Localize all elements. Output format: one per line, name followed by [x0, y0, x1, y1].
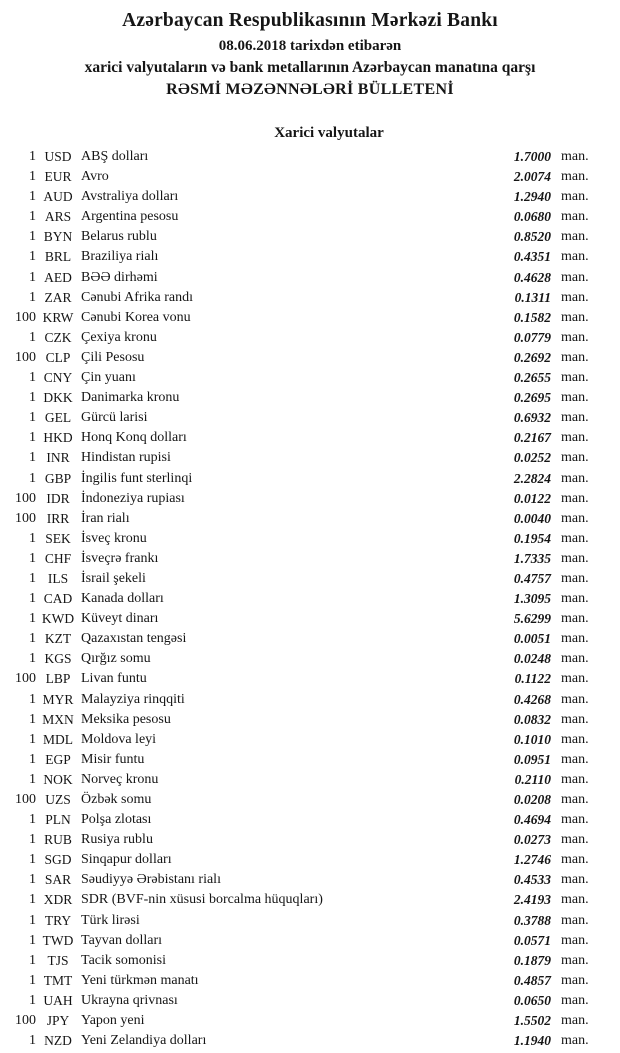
unit-label: man.: [561, 611, 589, 627]
currency-code: GBP: [44, 470, 72, 486]
quantity: 1: [29, 209, 36, 225]
rate-row: [0, 469, 620, 489]
currency-name: Küveyt dinarı: [81, 611, 159, 627]
quantity: 1: [29, 269, 36, 285]
currency-code: TMT: [43, 972, 73, 988]
currency-code: TWD: [42, 932, 74, 948]
currency-name: Sinqapur dolları: [81, 852, 172, 868]
unit-label: man.: [561, 771, 589, 787]
rate-value: 0.1954: [513, 530, 551, 546]
quantity: 1: [29, 530, 36, 546]
currency-code: ZAR: [44, 289, 72, 305]
quantity: 1: [29, 570, 36, 586]
rate-row: [0, 830, 620, 850]
unit-label: man.: [561, 992, 589, 1008]
rate-value: 2.2824: [513, 470, 551, 486]
rate-row: [0, 388, 620, 408]
rate-value: 0.1311: [514, 289, 551, 305]
currency-name: Qırğız somu: [81, 651, 151, 667]
unit-label: man.: [561, 972, 589, 988]
unit-label: man.: [561, 149, 589, 164]
currency-code: MXN: [42, 711, 74, 727]
unit-label: man.: [561, 591, 589, 607]
currency-code: AUD: [43, 189, 73, 205]
currency-name: Braziliya rialı: [81, 249, 159, 265]
currency-code: EUR: [44, 169, 72, 185]
rate-value: 0.4694: [513, 812, 551, 828]
rate-row: [0, 649, 620, 669]
rate-value: 1.5502: [513, 1013, 551, 1029]
unit-label: man.: [561, 530, 589, 546]
rate-row: [0, 1031, 620, 1051]
currency-name: SDR (BVF-nin xüsusi borcalma hüquqları): [81, 892, 323, 908]
bulletin-subtitle: xarici valyutaların və bank metallarının Azərbaycan manatına qarşı: [84, 59, 536, 76]
rate-value: 0.4351: [513, 249, 551, 265]
unit-label: man.: [561, 189, 589, 205]
rate-value: 0.1582: [513, 309, 551, 325]
rate-row: [0, 931, 620, 951]
rate-row: [0, 207, 620, 227]
rate-value: 0.0051: [513, 631, 551, 647]
rate-value: 1.7335: [513, 550, 551, 566]
rate-row: [0, 368, 620, 388]
currency-code: AED: [44, 269, 72, 285]
quantity: 1: [29, 731, 36, 747]
currency-code: CLP: [45, 349, 71, 365]
unit-label: man.: [561, 550, 589, 566]
currency-code: SAR: [44, 872, 72, 888]
currency-name: İndoneziya rupiası: [81, 490, 185, 506]
rate-value: 0.0122: [513, 490, 551, 506]
currency-name: Özbək somu: [81, 792, 152, 807]
currency-name: Meksika pesosu: [81, 711, 171, 727]
quantity: 1: [29, 470, 36, 486]
currency-code: SGD: [44, 852, 72, 868]
quantity: 1: [29, 832, 36, 848]
rate-value: 0.0273: [513, 832, 551, 848]
rates-table: [0, 147, 620, 1051]
section-title-foreign-currencies: Xarici valyutalar: [274, 125, 384, 141]
unit-label: man.: [561, 309, 589, 325]
rate-row: [0, 448, 620, 468]
rate-value: 0.2110: [514, 771, 551, 787]
unit-label: man.: [561, 711, 589, 727]
rate-row: [0, 629, 620, 649]
currency-name: Yeni türkmən manatı: [81, 972, 199, 988]
currency-name: Yeni Zelandiya dolları: [81, 1033, 207, 1049]
rate-row: [0, 991, 620, 1011]
effective-date: 08.06.2018 tarixdən etibarən: [218, 38, 402, 54]
currency-code: ARS: [44, 209, 72, 225]
unit-label: man.: [561, 691, 589, 707]
rate-value: 0.1010: [513, 731, 551, 747]
rate-value: 0.1122: [514, 671, 551, 687]
quantity: 1: [29, 189, 36, 205]
rate-value: 1.2940: [513, 189, 551, 205]
currency-name: Hindistan rupisi: [81, 450, 171, 466]
currency-code: TRY: [44, 912, 72, 928]
currency-name: Gürcü larisi: [81, 410, 148, 426]
rate-row: [0, 730, 620, 750]
currency-name: Norveç kronu: [81, 771, 159, 787]
currency-code: SEK: [45, 530, 71, 546]
rate-value: 5.6299: [513, 611, 551, 627]
currency-code: EGP: [45, 751, 71, 767]
quantity: 1: [29, 410, 36, 426]
unit-label: man.: [561, 832, 589, 848]
rate-value: 0.0208: [513, 792, 551, 807]
rate-row: [0, 167, 620, 187]
rate-row: [0, 770, 620, 790]
currency-name: Danimarka kronu: [81, 390, 180, 406]
quantity: 100: [15, 510, 36, 526]
rate-row: [0, 549, 620, 569]
quantity: 1: [29, 972, 36, 988]
rate-row: [0, 509, 620, 529]
currency-code: CHF: [44, 550, 72, 566]
unit-label: man.: [561, 450, 589, 466]
unit-label: man.: [561, 812, 589, 828]
rate-row: [0, 690, 620, 710]
rate-row: [0, 529, 620, 549]
quantity: 100: [15, 490, 36, 506]
unit-label: man.: [561, 269, 589, 285]
quantity: 1: [29, 611, 36, 627]
rate-row: [0, 750, 620, 770]
bank-name: Azərbaycan Respublikasının Mərkəzi Bankı: [122, 10, 498, 31]
currency-code: IRR: [46, 510, 70, 526]
currency-name: Livan funtu: [81, 671, 147, 687]
currency-name: Ukrayna qrivnası: [81, 992, 178, 1008]
quantity: 1: [29, 992, 36, 1008]
currency-code: XDR: [43, 892, 73, 908]
rate-row: [0, 790, 620, 810]
currency-name: Səudiyyə Ərəbistanı rialı: [81, 872, 221, 888]
quantity: 100: [15, 671, 36, 687]
currency-code: TJS: [47, 952, 69, 968]
currency-code: RUB: [44, 832, 72, 848]
bulletin-title: RƏSMİ MƏZƏNNƏLƏRİ BÜLLETENİ: [166, 81, 454, 98]
quantity: 100: [15, 349, 36, 365]
unit-label: man.: [561, 169, 589, 185]
currency-code: UAH: [43, 992, 73, 1008]
rate-row: [0, 288, 620, 308]
quantity: 100: [15, 1013, 36, 1029]
currency-name: Yapon yeni: [81, 1013, 145, 1029]
unit-label: man.: [561, 510, 589, 526]
rate-value: 0.2655: [513, 370, 551, 386]
unit-label: man.: [561, 329, 589, 345]
quantity: 1: [29, 1033, 36, 1049]
quantity: 1: [29, 329, 36, 345]
unit-label: man.: [561, 470, 589, 486]
rate-value: 0.4628: [513, 269, 551, 285]
currency-name: İran rialı: [81, 510, 130, 526]
rate-row: [0, 187, 620, 207]
currency-name: Tacik somonisi: [81, 952, 166, 968]
unit-label: man.: [561, 229, 589, 245]
currency-name: İsrail şekeli: [81, 570, 146, 586]
rate-value: 0.0248: [513, 651, 551, 667]
rate-value: 0.0680: [513, 209, 551, 225]
currency-code: UZS: [45, 792, 71, 807]
rate-row: [0, 971, 620, 991]
rate-row: [0, 810, 620, 830]
unit-label: man.: [561, 209, 589, 225]
currency-code: BRL: [44, 249, 72, 265]
quantity: 1: [29, 390, 36, 406]
currency-code: DKK: [43, 390, 73, 406]
rate-row: [0, 247, 620, 267]
rate-value: 0.4857: [513, 972, 551, 988]
unit-label: man.: [561, 751, 589, 767]
quantity: 1: [29, 912, 36, 928]
quantity: 1: [29, 430, 36, 446]
currency-name: Rusiya rublu: [81, 832, 153, 848]
rate-row: [0, 1011, 620, 1031]
rate-row: [0, 850, 620, 870]
unit-label: man.: [561, 731, 589, 747]
currency-name: Moldova leyi: [81, 731, 157, 747]
currency-name: Cənubi Afrika randı: [81, 289, 193, 305]
quantity: 100: [15, 309, 36, 325]
rate-value: 1.2746: [513, 852, 551, 868]
currency-name: Avstraliya dolları: [81, 189, 179, 205]
rate-row: [0, 348, 620, 368]
rate-row: [0, 328, 620, 348]
unit-label: man.: [561, 390, 589, 406]
rate-value: 0.2167: [513, 430, 551, 446]
quantity: 1: [29, 149, 36, 164]
rate-row: [0, 308, 620, 328]
rate-row: [0, 147, 620, 167]
currency-code: BYN: [43, 229, 73, 245]
quantity: 1: [29, 872, 36, 888]
rate-value: 0.0252: [513, 450, 551, 466]
unit-label: man.: [561, 631, 589, 647]
rate-value: 2.4193: [513, 892, 551, 908]
currency-name: Tayvan dolları: [81, 932, 163, 948]
rate-row: [0, 911, 620, 931]
currency-name: Polşa zlotası: [81, 812, 152, 828]
currency-name: Çexiya kronu: [81, 329, 157, 345]
rate-row: [0, 408, 620, 428]
currency-name: Qazaxıstan tengəsi: [81, 631, 187, 647]
currency-code: CAD: [43, 591, 73, 607]
rate-value: 0.0040: [513, 510, 551, 526]
rate-value: 0.6932: [513, 410, 551, 426]
quantity: 1: [29, 631, 36, 647]
currency-code: KZT: [44, 631, 72, 647]
currency-code: USD: [44, 149, 72, 164]
unit-label: man.: [561, 1033, 589, 1049]
currency-name: Belarus rublu: [81, 229, 157, 245]
quantity: 1: [29, 812, 36, 828]
currency-name: Türk lirəsi: [81, 912, 140, 928]
rate-row: [0, 870, 620, 890]
quantity: 1: [29, 651, 36, 667]
quantity: 1: [29, 852, 36, 868]
currency-code: NOK: [43, 771, 73, 787]
currency-code: PLN: [45, 812, 71, 828]
currency-name: Avro: [81, 169, 109, 185]
quantity: 1: [29, 751, 36, 767]
unit-label: man.: [561, 570, 589, 586]
rate-row: [0, 428, 620, 448]
currency-name: Cənubi Korea vonu: [81, 309, 191, 325]
unit-label: man.: [561, 490, 589, 506]
quantity: 1: [29, 711, 36, 727]
rate-value: 0.4268: [513, 691, 551, 707]
currency-code: MDL: [43, 731, 73, 747]
unit-label: man.: [561, 430, 589, 446]
rate-value: 0.0951: [513, 751, 551, 767]
currency-code: IDR: [46, 490, 70, 506]
rate-value: 0.0832: [513, 711, 551, 727]
unit-label: man.: [561, 1013, 589, 1029]
rate-row: [0, 268, 620, 288]
currency-code: GEL: [44, 410, 72, 426]
quantity: 1: [29, 892, 36, 908]
rate-value: 0.2692: [513, 349, 551, 365]
rate-value: 1.3095: [513, 591, 551, 607]
currency-code: CNY: [43, 370, 73, 386]
quantity: 1: [29, 450, 36, 466]
quantity: 1: [29, 169, 36, 185]
currency-name: BƏƏ dirhəmi: [81, 269, 158, 285]
unit-label: man.: [561, 892, 589, 908]
unit-label: man.: [561, 932, 589, 948]
unit-label: man.: [561, 370, 589, 386]
currency-code: KWD: [41, 611, 75, 627]
rate-row: [0, 489, 620, 509]
currency-name: Honq Konq dolları: [81, 430, 187, 446]
quantity: 1: [29, 691, 36, 707]
rate-row: [0, 669, 620, 689]
currency-name: ABŞ dolları: [81, 149, 149, 164]
quantity: 100: [15, 792, 36, 807]
quantity: 1: [29, 771, 36, 787]
currency-name: Çin yuanı: [81, 370, 136, 386]
unit-label: man.: [561, 872, 589, 888]
currency-name: Çili Pesosu: [81, 349, 145, 365]
rate-value: 1.7000: [513, 149, 551, 164]
unit-label: man.: [561, 249, 589, 265]
currency-name: İsveç kronu: [81, 530, 147, 546]
currency-code: ILS: [47, 570, 69, 586]
quantity: 1: [29, 952, 36, 968]
rate-row: [0, 589, 620, 609]
currency-code: NZD: [44, 1033, 72, 1049]
currency-code: KRW: [42, 309, 74, 325]
currency-name: İsveçrə frankı: [81, 550, 159, 566]
currency-name: Misir funtu: [81, 751, 145, 767]
quantity: 1: [29, 229, 36, 245]
rate-value: 0.4757: [513, 570, 551, 586]
rate-value: 0.4533: [513, 872, 551, 888]
currency-code: LBP: [45, 671, 71, 687]
unit-label: man.: [561, 410, 589, 426]
quantity: 1: [29, 591, 36, 607]
currency-name: İngilis funt sterlinqi: [81, 470, 193, 486]
unit-label: man.: [561, 349, 589, 365]
unit-label: man.: [561, 651, 589, 667]
bulletin-header: [0, 8, 620, 100]
currency-name: Argentina pesosu: [81, 209, 179, 225]
rate-row: [0, 890, 620, 910]
rate-row: [0, 710, 620, 730]
quantity: 1: [29, 249, 36, 265]
unit-label: man.: [561, 671, 589, 687]
rate-row: [0, 609, 620, 629]
currency-name: Malayziya rinqqiti: [81, 691, 185, 707]
rate-value: 0.3788: [513, 912, 551, 928]
unit-label: man.: [561, 792, 589, 807]
currency-code: HKD: [43, 430, 73, 446]
rate-value: 0.1879: [513, 952, 551, 968]
rate-row: [0, 951, 620, 971]
quantity: 1: [29, 370, 36, 386]
quantity: 1: [29, 550, 36, 566]
currency-name: Kanada dolları: [81, 591, 164, 607]
currency-code: CZK: [44, 329, 72, 345]
rate-row: [0, 569, 620, 589]
unit-label: man.: [561, 852, 589, 868]
rate-row: [0, 227, 620, 247]
rate-value: 1.1940: [513, 1033, 551, 1049]
currency-code: KGS: [44, 651, 72, 667]
rate-value: 0.2695: [513, 390, 551, 406]
rate-value: 0.8520: [513, 229, 551, 245]
currency-code: INR: [46, 450, 70, 466]
quantity: 1: [29, 289, 36, 305]
currency-code: MYR: [42, 691, 74, 707]
rate-value: 0.0779: [513, 329, 551, 345]
rate-value: 2.0074: [513, 169, 551, 185]
currency-code: JPY: [46, 1013, 70, 1029]
quantity: 1: [29, 932, 36, 948]
unit-label: man.: [561, 912, 589, 928]
rate-value: 0.0571: [513, 932, 551, 948]
unit-label: man.: [561, 952, 589, 968]
rate-value: 0.0650: [513, 992, 551, 1008]
unit-label: man.: [561, 289, 589, 305]
